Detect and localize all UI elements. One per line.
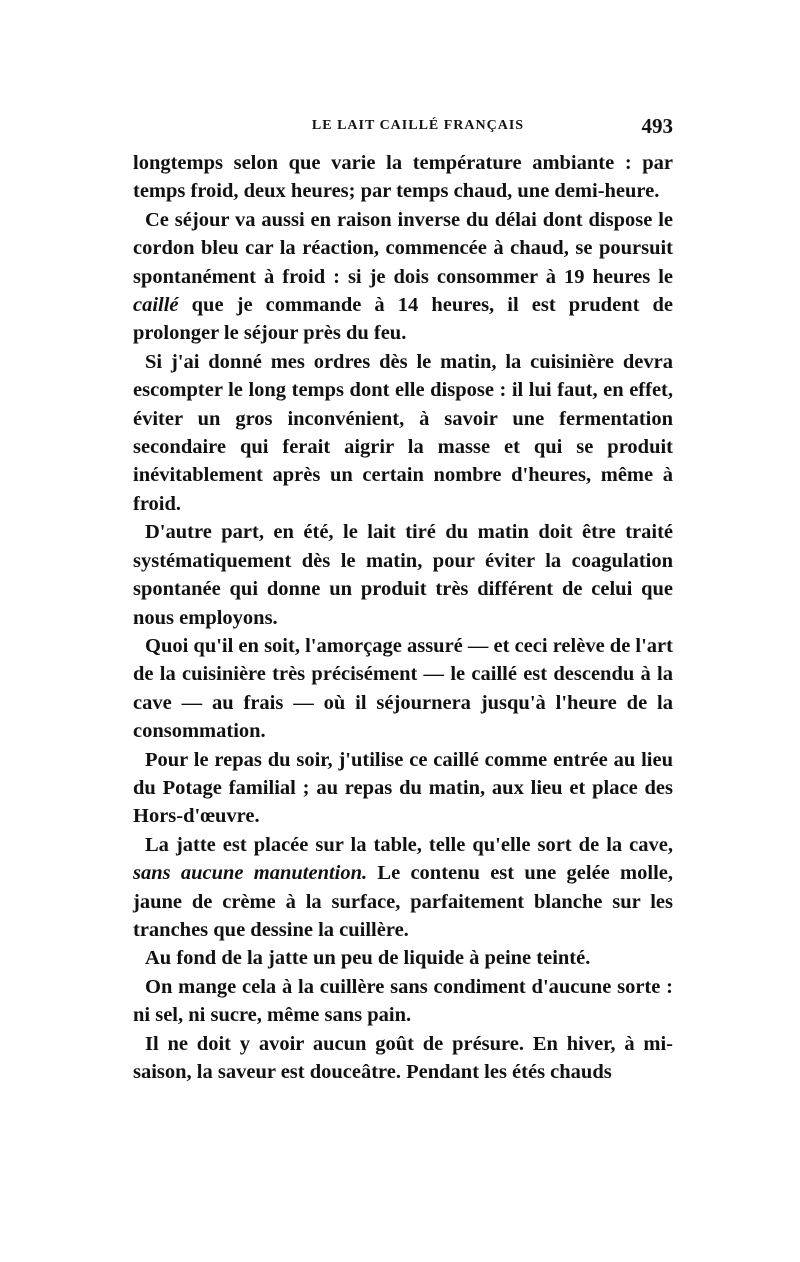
paragraph-7-emphasis: sans aucune manutention.: [133, 862, 368, 885]
page-number: 493: [641, 114, 673, 138]
paragraph-7-before: La jatte est placée sur la table, telle qu'elle sort de la cave,: [145, 833, 673, 856]
paragraph-7: [133, 831, 673, 945]
paragraph-5-text: Quoi qu'il en soit, l'amorçage assuré — et ceci relève de l'art de la cuisinière très précisément — le caillé est descendu à la cave — au frais — où il séjournera jusqu'à l'heure de la consommation.: [133, 634, 673, 743]
paragraph-2-emphasis: caillé: [133, 294, 179, 317]
paragraph-2-before: Ce séjour va aussi en raison inverse du délai dont dispose le cordon bleu car la réaction, commencée à chaud, se poursuit spontanément à froid : si je dois consommer à 19 heures le: [133, 208, 673, 288]
paragraph-5: [133, 632, 673, 746]
paragraph-3: [133, 348, 673, 518]
paragraph-6: [133, 746, 673, 831]
paragraph-10-text: Il ne doit y avoir aucun goût de présure. En hiver, à mi-saison, la saveur est douceâtre. Pendant les étés chauds: [133, 1032, 673, 1083]
paragraph-4-text: D'autre part, en été, le lait tiré du matin doit être traité systématiquement dès le matin, pour éviter la coagulation spontanée qui donne un produit très différent de celui que nous employons.: [133, 521, 673, 629]
paragraph-6-text: Pour le repas du soir, j'utilise ce caillé comme entrée au lieu du Potage familial ; au repas du matin, aux lieu et place des Hors-d'œuvre.: [133, 748, 673, 828]
paragraph-1-text: longtemps selon que varie la température ambiante : par temps froid, deux heures; par temps chaud, une demi-heure.: [133, 152, 673, 203]
paragraph-3-text: Si j'ai donné mes ordres dès le matin, la cuisinière devra escompter le long temps dont elle dispose : il lui faut, en effet, éviter un gros inconvénient, à savoir une fermentation secondaire qui ferait aigrir la masse et qui se produit inévitablement après un certain nombre d'heures, même à froid.: [133, 350, 673, 515]
paragraph-8-text: Au fond de la jatte un peu de liquide à peine teinté.: [145, 947, 591, 970]
paragraph-4: [133, 518, 673, 632]
paragraph-1: [133, 149, 673, 206]
paragraph-9-text: On mange cela à la cuillère sans condiment d'aucune sorte : ni sel, ni sucre, même sans pain.: [133, 975, 673, 1027]
paragraph-2-after: que je commande à 14 heures, il est prudent de prolonger le séjour près du feu.: [133, 294, 673, 345]
paragraph-10: [133, 1030, 673, 1087]
paragraph-8: [133, 944, 673, 972]
paragraph-2: [133, 206, 673, 348]
body-text: [133, 149, 673, 1086]
running-head: [133, 114, 673, 140]
paragraph-7-after: Le contenu est une gelée molle, jaune de crème à la surface, parfaitement blanche sur les tranches que dessine la cuillère.: [133, 862, 673, 941]
running-title: LE LAIT CAILLÉ FRANÇAIS: [311, 118, 525, 133]
paragraph-9: [133, 973, 673, 1030]
